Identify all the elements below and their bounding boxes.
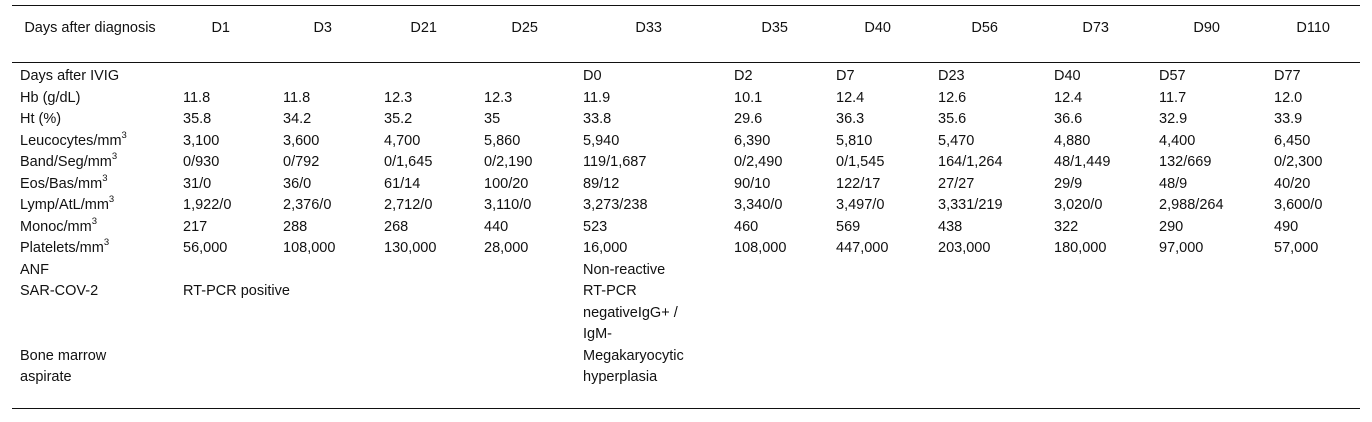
table-cell: D77 <box>1274 68 1301 84</box>
table-cell: 2,376/0 <box>283 197 332 213</box>
table-header-row <box>0 6 1372 62</box>
table-cell: 36.3 <box>836 111 865 127</box>
table-cell: 2,712/0 <box>384 197 433 213</box>
row-label-text: Leucocytes/mm <box>20 132 122 149</box>
row-label <box>20 281 98 303</box>
table-cell: 35 <box>484 111 501 127</box>
table-cell: 288 <box>283 218 308 235</box>
table-cell: 4,400 <box>1159 132 1196 149</box>
unit-superscript: 3 <box>111 151 118 163</box>
header-bottom-rule <box>12 62 1360 63</box>
unit-superscript: 3 <box>103 237 110 249</box>
table-cell: 180,000 <box>1054 240 1107 256</box>
table-cell: 4,700 <box>384 132 421 149</box>
table-cell: 0/1,545 <box>836 154 885 170</box>
header-day: D90 <box>1193 20 1220 36</box>
table-cell: 10.1 <box>734 89 763 106</box>
row-label <box>20 346 130 389</box>
table-cell: 36/0 <box>283 175 312 192</box>
table-cell: 56,000 <box>183 240 228 256</box>
row-label-text: Lymp/AtL/mm <box>20 197 109 213</box>
header-day: D73 <box>1082 20 1109 36</box>
table-row <box>0 152 1372 174</box>
table-cell: Megakaryocytic hyperplasia <box>583 347 684 385</box>
row-label <box>20 88 80 110</box>
table-cell: 569 <box>836 218 861 235</box>
table-row <box>0 174 1372 196</box>
table-cell: 447,000 <box>836 240 889 256</box>
header-day: D40 <box>864 20 891 36</box>
table-row <box>0 238 1372 260</box>
table-cell: 322 <box>1054 218 1079 235</box>
table-cell: 29.6 <box>734 111 763 127</box>
table-cell: 34.2 <box>283 111 312 127</box>
table-cell: 48/1,449 <box>1054 154 1111 170</box>
table-cell: 33.9 <box>1274 111 1303 127</box>
row-label-text: Ht (%) <box>20 111 62 127</box>
table-cell: 57,000 <box>1274 240 1319 256</box>
table-cell: 0/2,300 <box>1274 154 1323 170</box>
table-cell: D57 <box>1159 68 1186 84</box>
header-day: D1 <box>211 20 230 36</box>
row-label-text: SAR-COV-2 <box>20 283 99 299</box>
table-cell: 3,331/219 <box>938 197 1003 213</box>
row-label <box>20 195 114 217</box>
table-cell: 0/2,190 <box>484 154 533 170</box>
table-cell: 89/12 <box>583 175 620 192</box>
table-row <box>0 260 1372 282</box>
table-cell: 12.4 <box>1054 89 1083 106</box>
table-cell: 438 <box>938 218 963 235</box>
table-cell: 48/9 <box>1159 175 1188 192</box>
table-cell: 130,000 <box>384 240 437 256</box>
row-label <box>20 109 61 131</box>
row-label-text: Eos/Bas/mm <box>20 175 103 192</box>
table-cell: 3,100 <box>183 132 220 149</box>
table-cell: 61/14 <box>384 175 421 192</box>
row-label-text: Band/Seg/mm <box>20 154 112 170</box>
row-label <box>20 260 49 282</box>
table-cell: 29/9 <box>1054 175 1083 192</box>
table-cell: 11.8 <box>283 89 311 106</box>
table-cell: D2 <box>734 68 753 84</box>
table-cell: 6,450 <box>1274 132 1311 149</box>
table-cell: 203,000 <box>938 240 991 256</box>
row-label <box>20 131 127 153</box>
table-cell: 164/1,264 <box>938 154 1003 170</box>
row-label-text: Bone marrow aspirate <box>20 347 107 385</box>
table-cell: 97,000 <box>1159 240 1204 256</box>
header-day: D25 <box>511 20 538 36</box>
unit-superscript: 3 <box>91 215 98 227</box>
unit-superscript: 3 <box>121 129 127 141</box>
unit-superscript: 3 <box>108 194 115 206</box>
table-cell: 31/0 <box>183 175 212 192</box>
table-cell: 100/20 <box>484 175 529 192</box>
table-row <box>0 66 1372 88</box>
table-cell: 5,940 <box>583 132 620 149</box>
table-row <box>0 195 1372 217</box>
table-cell: 35.2 <box>384 111 413 127</box>
table-cell: 0/792 <box>283 154 320 170</box>
row-label <box>20 238 109 260</box>
table-cell: 108,000 <box>283 240 336 256</box>
table-cell: 35.6 <box>938 111 967 127</box>
table-cell: 119/1,687 <box>583 154 647 170</box>
table-cell: 3,110/0 <box>484 197 532 213</box>
table-cell: RT-PCR positive <box>183 283 290 299</box>
row-label-text: Platelets/mm <box>20 240 104 256</box>
row-label-text: ANF <box>20 261 49 278</box>
row-label-text: Days after IVIG <box>20 68 120 84</box>
table-row <box>0 109 1372 131</box>
row-label <box>20 174 107 196</box>
table-cell: 122/17 <box>836 175 881 192</box>
table-cell: 90/10 <box>734 175 771 192</box>
table-cell: 35.8 <box>183 111 212 127</box>
table-body <box>0 66 1372 410</box>
table-cell: D23 <box>938 68 965 84</box>
table-row <box>0 131 1372 153</box>
table-cell: 12.4 <box>836 89 865 106</box>
table-cell: 40/20 <box>1274 175 1311 192</box>
table-row <box>0 281 1372 346</box>
table-cell: Non-reactive <box>583 261 666 278</box>
table-cell: 11.7 <box>1159 89 1187 106</box>
table-cell: 217 <box>183 218 208 235</box>
row-label <box>20 217 97 239</box>
table-cell: 1,922/0 <box>183 197 232 213</box>
table-cell: 16,000 <box>583 240 628 256</box>
header-day: D21 <box>410 20 437 36</box>
table-cell: 523 <box>583 218 608 235</box>
table-row <box>0 217 1372 239</box>
row-label-text: Hb (g/dL) <box>20 89 81 106</box>
header-day: D35 <box>761 20 788 36</box>
header-day: D3 <box>313 20 332 36</box>
table-cell: 440 <box>484 218 509 235</box>
table-cell: 3,340/0 <box>734 197 783 213</box>
table-cell: RT-PCR negativeIgG+ / IgM- <box>583 283 678 342</box>
header-day: D110 <box>1296 20 1330 36</box>
table-cell: 108,000 <box>734 240 787 256</box>
table-cell: 6,390 <box>734 132 771 149</box>
table-bottom-rule <box>12 408 1360 409</box>
table-cell: D40 <box>1054 68 1081 84</box>
table-cell: 12.0 <box>1274 89 1303 106</box>
table-cell: 3,600 <box>283 132 320 149</box>
table-cell: 32.9 <box>1159 111 1188 127</box>
table-cell: 3,273/238 <box>583 197 648 213</box>
table-cell: 11.9 <box>583 89 611 106</box>
table-cell: 0/930 <box>183 154 220 170</box>
table-cell: 3,600/0 <box>1274 197 1323 213</box>
table-cell: 4,880 <box>1054 132 1091 149</box>
table-cell: 12.6 <box>938 89 967 106</box>
table-cell: 3,020/0 <box>1054 197 1103 213</box>
table-cell: 12.3 <box>484 89 513 106</box>
table-cell: 27/27 <box>938 175 975 192</box>
table-cell: D7 <box>836 68 855 84</box>
table-cell: 132/669 <box>1159 154 1212 170</box>
table-cell: 268 <box>384 218 409 235</box>
table-cell: 0/1,645 <box>384 154 433 170</box>
table-cell: 33.8 <box>583 111 612 127</box>
header-day: D33 <box>635 20 662 36</box>
table-cell: 36.6 <box>1054 111 1083 127</box>
table-cell: 5,860 <box>484 132 521 149</box>
row-label-text: Monoc/mm <box>20 218 92 235</box>
unit-superscript: 3 <box>102 172 108 184</box>
header-day: D56 <box>971 20 998 36</box>
header-days-after-diagnosis: Days after diagnosis <box>24 20 156 36</box>
row-label <box>20 152 117 174</box>
table-cell: 460 <box>734 218 759 235</box>
table-cell: 5,810 <box>836 132 873 149</box>
table-cell: 2,988/264 <box>1159 197 1224 213</box>
table-cell: 28,000 <box>484 240 529 256</box>
table-cell: 290 <box>1159 218 1184 235</box>
table-cell: 12.3 <box>384 89 413 106</box>
table-cell: 490 <box>1274 218 1299 235</box>
table-row <box>0 88 1372 110</box>
row-label <box>20 66 119 88</box>
table-cell: 5,470 <box>938 132 975 149</box>
table-cell: 11.8 <box>183 89 211 106</box>
table-cell: 3,497/0 <box>836 197 885 213</box>
table-cell: 0/2,490 <box>734 154 783 170</box>
table-cell: D0 <box>583 68 602 84</box>
table-row <box>0 346 1372 411</box>
